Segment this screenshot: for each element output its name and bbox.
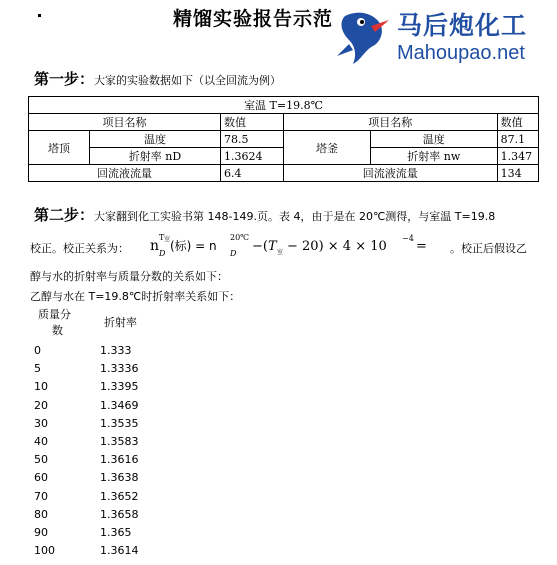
- list-item-refractive-index: 1.3583: [100, 435, 139, 448]
- step1-line: [34, 68, 281, 89]
- temp-label: 温度: [90, 131, 221, 148]
- list-item-massfrac: 50: [34, 453, 48, 466]
- step2-label: 第二步：: [34, 206, 95, 224]
- svg-text:=: =: [416, 239, 427, 254]
- step1-label: 第一步：: [34, 70, 95, 88]
- list-item-refractive-index: 1.3336: [100, 362, 139, 375]
- top-label: 塔顶: [29, 131, 90, 165]
- svg-text:室: 室: [164, 236, 171, 243]
- reflux-label: 回流液流量: [29, 165, 221, 182]
- svg-text:T: T: [268, 239, 277, 254]
- table-row: [29, 165, 539, 182]
- list-item-massfrac: 10: [34, 380, 48, 393]
- col-header-item: 项目名称: [283, 114, 497, 131]
- list-item-massfrac: 90: [34, 526, 48, 539]
- list-header-massfrac-1: 质量分: [38, 308, 71, 321]
- svg-text:(标) = n: (标) = n: [170, 239, 217, 253]
- list-item-refractive-index: 1.333: [100, 344, 132, 357]
- logo-url-text: Mahoupao.net: [397, 42, 525, 64]
- table-row: [29, 131, 539, 148]
- list-header-massfrac-2: 数: [52, 324, 63, 337]
- temp-label: 温度: [370, 131, 497, 148]
- list-item-massfrac: 0: [34, 344, 41, 357]
- svg-text:T: T: [159, 233, 165, 242]
- logo-bird-icon: [335, 4, 399, 68]
- correction-formula: [150, 230, 450, 262]
- bottom-label: 塔釜: [283, 131, 370, 165]
- logo: [335, 4, 557, 74]
- step2-line: [34, 204, 495, 225]
- bottom-ri-value: 1.347: [497, 148, 538, 165]
- ri-bottom-label: 折射率 nw: [370, 148, 497, 165]
- list-item-refractive-index: 1.3638: [100, 471, 139, 484]
- para-correction-end: 。校正后假设乙: [450, 242, 527, 255]
- step1-text: 大家的实验数据如下（以全回流为例）: [94, 74, 282, 87]
- room-temp-cell: 室温 T=19.8℃: [29, 97, 539, 114]
- bottom-temp-value: 87.1: [497, 131, 538, 148]
- bullet-dot: [38, 14, 41, 17]
- table-row: [29, 114, 539, 131]
- svg-text:D: D: [159, 249, 166, 258]
- reflux-label: 回流液流量: [283, 165, 497, 182]
- list-item-refractive-index: 1.3395: [100, 380, 139, 393]
- svg-text:20℃: 20℃: [230, 233, 250, 242]
- experiment-data-table: [28, 96, 539, 182]
- list-item-refractive-index: 1.3469: [100, 399, 139, 412]
- list-item-massfrac: 60: [34, 471, 48, 484]
- list-header-ri: 折射率: [104, 316, 137, 329]
- list-item-refractive-index: 1.365: [100, 526, 132, 539]
- list-item-massfrac: 40: [34, 435, 48, 448]
- list-item-massfrac: 30: [34, 417, 48, 430]
- step2-text: 大家翻到化工实验书第 148-149.页。表 4，由于是在 20℃测得，与室温 T=19.8: [94, 210, 496, 223]
- ri-top-label: 折射率 nD: [90, 148, 221, 165]
- page-title: 精馏实验报告示范: [173, 8, 334, 30]
- list-item-massfrac: 80: [34, 508, 48, 521]
- list-item-refractive-index: 1.3616: [100, 453, 139, 466]
- list-item-massfrac: 70: [34, 490, 48, 503]
- list-item-massfrac: 5: [34, 362, 41, 375]
- table-row: [29, 97, 539, 114]
- top-temp-value: 78.5: [220, 131, 283, 148]
- top-ri-value: 1.3624: [220, 148, 283, 165]
- svg-text:− 20) × 4 × 10: − 20) × 4 × 10: [287, 239, 387, 254]
- list-item-massfrac: 100: [34, 544, 55, 557]
- list-item-refractive-index: 1.3658: [100, 508, 139, 521]
- svg-text:−(: −(: [252, 239, 268, 254]
- logo-chinese-text: 马后炮化工: [397, 11, 528, 40]
- svg-text:−4: −4: [402, 234, 414, 243]
- list-item-refractive-index: 1.3614: [100, 544, 139, 557]
- svg-text:室: 室: [277, 249, 284, 256]
- col-header-item: 项目名称: [29, 114, 221, 131]
- list-item-massfrac: 20: [34, 399, 48, 412]
- list-item-refractive-index: 1.3535: [100, 417, 139, 430]
- para-relation-temp: 乙醇与水在 T=19.8℃时折射率关系如下：: [30, 290, 241, 303]
- col-header-value: 数值: [497, 114, 538, 131]
- svg-text:D: D: [230, 249, 237, 258]
- reflux-left-value: 6.4: [220, 165, 283, 182]
- para-relation: 醇与水的折射率与质量分数的关系如下：: [30, 270, 228, 283]
- list-item-refractive-index: 1.3652: [100, 490, 139, 503]
- svg-text:n: n: [150, 238, 160, 254]
- para-correction: 校正。校正关系为：: [30, 242, 129, 255]
- reflux-right-value: 134: [497, 165, 538, 182]
- col-header-value: 数值: [220, 114, 283, 131]
